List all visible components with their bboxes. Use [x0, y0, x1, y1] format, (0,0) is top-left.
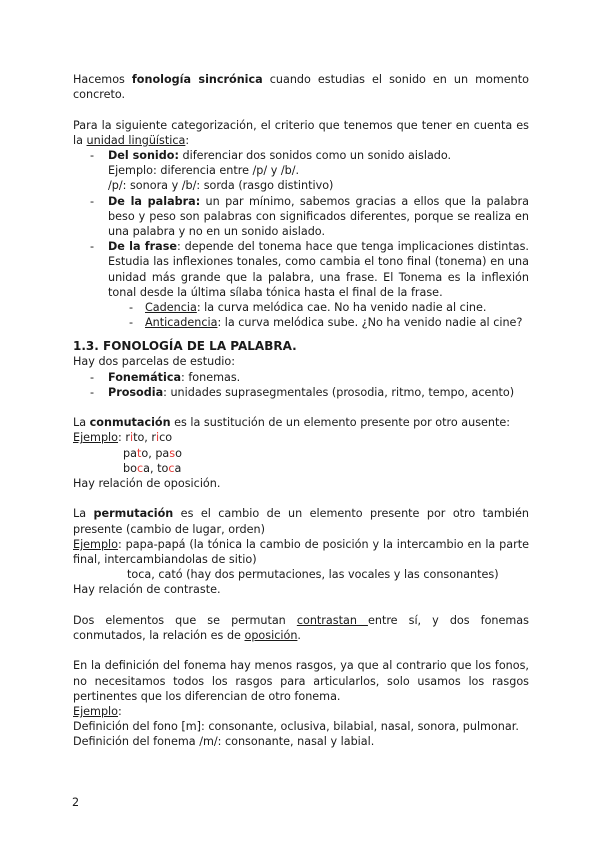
conmutacion-term: conmutación — [89, 416, 171, 430]
section-heading: 1.3. FONOLOGÍA DE LA PALABRA. — [73, 339, 297, 354]
sub-term: Anticadencia — [145, 316, 218, 330]
highlight-letter: t — [136, 446, 142, 460]
text-span: La — [73, 416, 90, 430]
intro-term: fonología sincrónica — [131, 73, 263, 86]
text-span: r — [125, 431, 130, 445]
document-page — [73, 72, 529, 750]
section-intro: Hay dos parcelas de estudio: — [73, 355, 236, 369]
conmutacion-example — [73, 446, 529, 461]
text-span: : papa-papá (la tónica la cambio de posición y la intercambio en la parte final, intercambiandolas de sitio) — [73, 537, 529, 567]
example-label: Ejemplo — [73, 431, 119, 445]
text-span: es la sustitución de un elemento presente por otro ausente: — [170, 416, 511, 430]
text-span: a, to — [143, 461, 169, 475]
text-span: entre sí, y dos fonemas conmutados, la relación es de — [73, 613, 529, 643]
category-term: De la frase — [108, 240, 177, 254]
text-span: La — [73, 507, 94, 521]
highlight-letter: i — [129, 431, 134, 445]
text-span: bo — [123, 461, 137, 475]
permutacion-example — [73, 537, 529, 567]
text-span: o, pa — [141, 446, 170, 460]
list-item: - De la frase: depende del tonema hace que tenga implicaciones distintas. Estudia las inflexiones tonales, como cambia el tono final (tonema) en una unidad más grande que la palabra, una frase. El Tonema es la inflexión tonal desde la última sílaba tónica hasta el final de la frase. — [90, 240, 529, 299]
criterion-paragraph — [73, 118, 529, 148]
sub-term: Cadencia — [145, 301, 197, 315]
contrast-term: contrastan — [296, 613, 368, 627]
parcel-text: : fonemas. — [181, 370, 241, 384]
criterion-pre: Para la siguiente categorización, el criterio que tenemos que tener en cuenta es la — [73, 118, 529, 147]
list-item: - Fonemática: fonemas. — [90, 370, 241, 384]
conmutacion-relation: Hay relación de oposición. — [73, 477, 221, 491]
list-item: - De la palabra: un par mínimo, sabemos gracias a ellos que la palabra beso y peso son palabras con significados diferentes, porque se realiza en una palabra y no en un sonido aislado. — [90, 194, 529, 239]
definition-fono: Definición del fono [m]: consonante, oclusiva, bilabial, nasal, sonora, pulmonar. — [73, 720, 519, 734]
permutacion-term: permutación — [93, 507, 174, 521]
list-item: - Prosodia: unidades suprasegmentales (prosodia, ritmo, tempo, acento) — [90, 385, 515, 399]
opposition-term: oposición — [244, 629, 298, 643]
sub-text: : la curva melódica cae. No ha venido nadie al cine. — [196, 301, 487, 315]
intro-paragraph — [73, 72, 529, 102]
text-span: Dos elementos que se permutan — [73, 613, 297, 627]
text-span: to, r — [133, 431, 157, 445]
definition-paragraph: En la definición del fonema hay menos rasgos, ya que al contrario que los fonos, no necesitamos todos los rasgos para articularlos, solo usamos los rasgos pertinentes que los diferencian de otro fonema. — [73, 659, 529, 703]
intro-pre: Hacemos — [73, 73, 132, 86]
categories-list — [73, 148, 529, 330]
category-text: : depende del tonema hace que tenga implicaciones distintas. Estudia las inflexiones tonales, como cambia el tono final (tonema) en una unidad más grande que la palabra, una frase. El Tonema es la inflexión tonal desde la última sílaba tónica hasta el final de la frase. — [108, 240, 529, 299]
category-line: /p/: sonora y /b/: sorda (rasgo distintivo) — [108, 179, 334, 193]
category-term: Del sonido: — [108, 149, 179, 162]
highlight-letter: i — [156, 431, 160, 445]
list-item: - Cadencia: la curva melódica cae. No ha venido nadie al cine. — [129, 301, 487, 315]
category-text: un par mínimo, sabemos gracias a ellos que la palabra beso y peso son palabras con significados diferentes, porque se realiza en una palabra y no en un sonido aislado. — [108, 194, 529, 239]
intro-post: cuando estudias el sonido en un momento concreto. — [73, 73, 530, 102]
text-span: o — [175, 446, 182, 460]
list-item: - Del sonido: diferenciar dos sonidos como un sonido aislado. Ejemplo: diferencia entre /p/ y /b/. /p/: sonora y /b/: sorda (rasgo distintivo) — [90, 149, 452, 193]
highlight-letter: c — [168, 461, 175, 475]
conmutacion-example: Ejemplo: rito, rico — [73, 431, 173, 445]
parcel-text: : unidades suprasegmentales (prosodia, ritmo, tempo, acento) — [163, 385, 515, 399]
page-number: 2 — [72, 796, 80, 809]
criterion-post: : — [185, 133, 190, 147]
permutacion-relation: Hay relación de contraste. — [73, 583, 221, 597]
permutacion-paragraph — [73, 506, 529, 536]
list-item: - Anticadencia: la curva melódica sube. ¿No ha venido nadie al cine? — [129, 316, 523, 330]
text-span: a — [174, 461, 182, 475]
example-label: Ejemplo — [73, 537, 119, 551]
text-span: co — [159, 431, 173, 445]
contrast-paragraph — [73, 613, 529, 643]
parcel-term: Fonemática — [108, 370, 181, 384]
conmutacion-example — [73, 461, 529, 476]
category-text: diferenciar dos sonidos como un sonido aislado. — [178, 149, 452, 162]
text-span: pa — [123, 446, 137, 460]
sub-text: : la curva melódica sube. ¿No ha venido nadie al cine? — [217, 316, 523, 330]
highlight-letter: s — [169, 446, 176, 460]
category-line: Ejemplo: diferencia entre /p/ y /b/. — [108, 164, 300, 178]
text-span: es el cambio de un elemento presente por otro también presente (cambio de lugar, orden) — [73, 507, 529, 536]
conmutacion-paragraph — [73, 415, 529, 430]
definition-example-label: Ejemplo: — [73, 705, 122, 719]
parcels-list — [73, 370, 529, 400]
text-span: . — [297, 629, 301, 643]
criterion-term: unidad lingüística — [86, 133, 186, 147]
category-term: De la palabra: — [108, 194, 201, 208]
permutacion-example-2: toca, cató (hay dos permutaciones, las vocales y las consonantes) — [127, 568, 499, 582]
example-label: Ejemplo — [73, 705, 119, 719]
parcel-term: Prosodia — [108, 385, 164, 399]
definition-fonema: Definición del fonema /m/: consonante, nasal y labial. — [73, 735, 375, 749]
highlight-letter: c — [136, 461, 144, 475]
